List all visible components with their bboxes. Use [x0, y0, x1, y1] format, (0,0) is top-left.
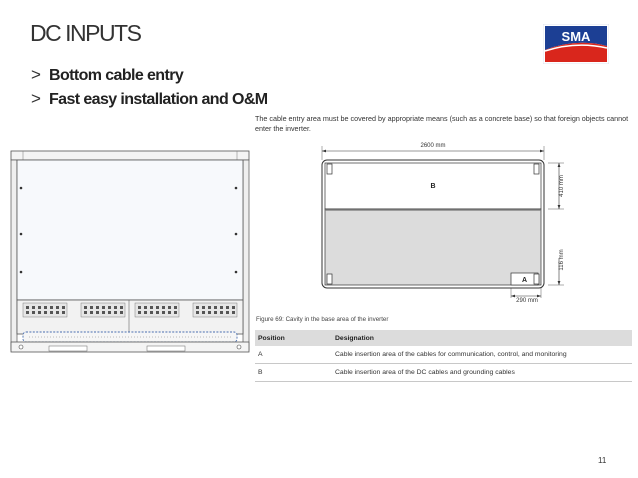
manual-description: The cable entry area must be covered by appropriate means (such as a concrete base) so that foreign objects cannot enter the inverter. [255, 114, 629, 133]
table-cell-position: B [255, 364, 332, 382]
table-cell-designation: Cable insertion area of the DC cables and grounding cables [332, 364, 632, 382]
dimension-width-label: 2600 mm [420, 143, 446, 149]
slide-title: DC INPUTS [30, 20, 141, 46]
sma-logo [543, 24, 609, 64]
inverter-front-view-drawing [9, 150, 253, 355]
bullet-item [31, 63, 268, 87]
bullet-text: Fast easy installation and O&M [49, 91, 268, 108]
table-row [255, 364, 632, 382]
bullet-marker: > [31, 89, 41, 108]
bullet-text: Bottom cable entry [49, 67, 184, 84]
table-cell-position: A [255, 346, 332, 364]
table-header-designation: Designation [332, 330, 632, 346]
bullet-marker: > [31, 65, 41, 84]
table-header-row [255, 330, 632, 346]
logo-text: SMA [561, 29, 591, 44]
area-a-label: A [521, 277, 528, 284]
dimension-top-height-label: 410 mm [559, 175, 565, 197]
cavity-plan-drawing [313, 140, 573, 305]
bullet-list [31, 63, 268, 111]
table-row [255, 346, 632, 364]
figure-caption: Figure 69: Cavity in the base area of the inverter [256, 316, 389, 323]
area-b-label: B [430, 183, 436, 190]
dimension-bottom-height-label: 116 mm [559, 249, 565, 271]
dimension-corner-label: 290 mm [516, 298, 538, 304]
table-header-position: Position [255, 330, 332, 346]
position-table [255, 330, 632, 382]
table-cell-designation: Cable insertion area of the cables for communication, control, and monitoring [332, 346, 632, 364]
bullet-item [31, 87, 268, 111]
page-number: 11 [598, 456, 607, 465]
